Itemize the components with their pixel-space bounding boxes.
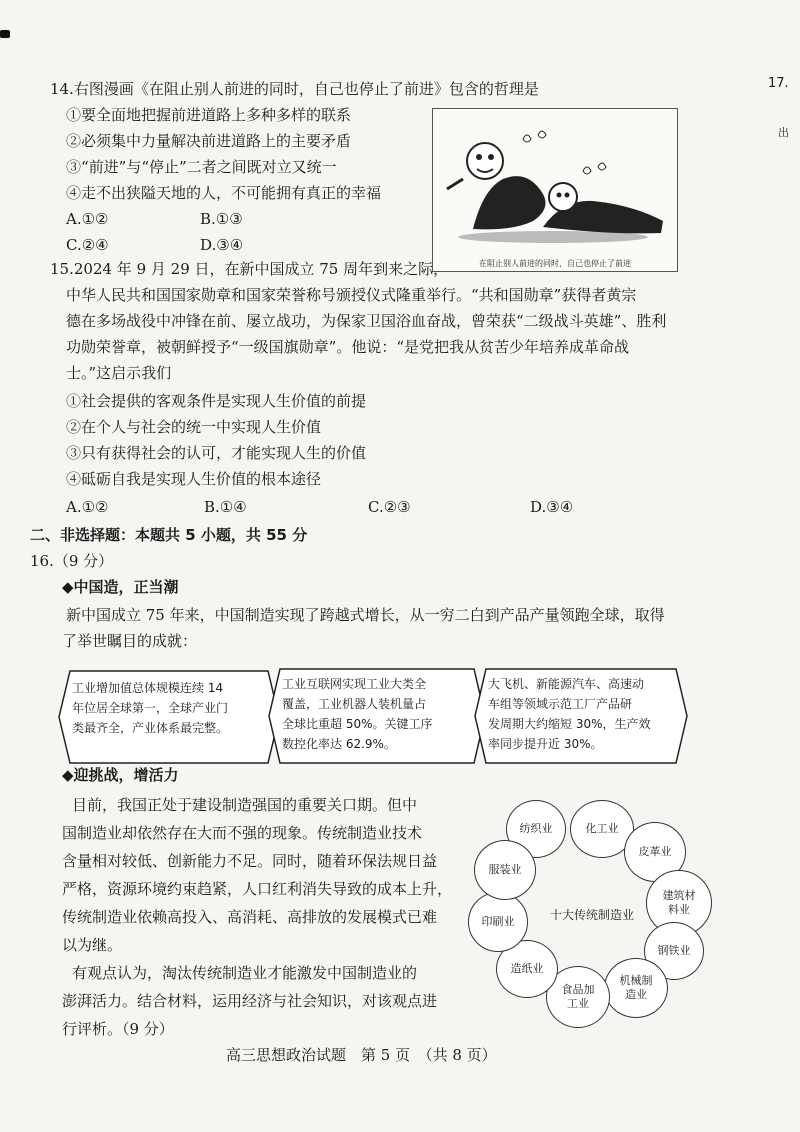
q15-line-3: 德在多场战役中冲锋在前、屡立战功，为保家卫国浴血奋战，曾荣获“二级战斗英雄”、胜利 [66,312,667,330]
bubble-building-materials: 建筑材 料业 [646,870,712,936]
q16-heading-2: ◆迎挑战，增活力 [62,766,179,784]
bubble-textile: 纺织业 [506,800,566,858]
hex-2-line-4: 数控化率达 62.9%。 [282,737,396,751]
hex-box-1 [58,670,280,764]
q14-option-c[interactable]: C.②④ [66,236,109,254]
q15-option-b[interactable]: B.①④ [204,498,247,516]
hex-3-line-3: 发周期大约缩短 30%，生产效 [488,717,651,731]
q14-stem: 14.右图漫画《在阻止别人前进的同时，自己也停止了前进》包含的哲理是 [50,80,539,98]
bubble-leather: 皮革业 [624,822,686,882]
q16-heading-1: ◆中国造，正当潮 [62,578,179,596]
q16-para-2-line-4: 严格，资源环境约束趋紧，人口红利消失导致的成本上升， [62,880,453,898]
q16-para-3-line-3: 行评析。（9 分） [62,1020,174,1038]
hex-2-line-3: 全球比重超 50%。关键工序 [282,717,433,731]
q15-option-c[interactable]: C.②③ [368,498,411,516]
q14-item-2: ②必须集中力量解决前进道路上的主要矛盾 [66,132,352,150]
q15-item-3: ③只有获得社会的认可，才能实现人生的价值 [66,444,367,462]
q16-para-1-line-1: 新中国成立 75 年来，中国制造实现了跨越式增长，从一穷二白到产品产量领跑全球，取得 [66,606,665,624]
cartoon-caption: 在阻止别人前进的同时，自己也停止了前进 [479,259,631,268]
hex-3-line-2: 车组等领域示范工厂产品研 [488,697,633,711]
cartoon-drawing-icon [433,109,677,254]
q15-option-a[interactable]: A.①② [66,498,109,516]
next-question-number: 17. [768,76,789,91]
section-title: 二、非选择题：本题共 5 小题，共 55 分 [30,526,308,544]
q16-para-1-line-2: 了举世瞩目的成就： [62,632,198,650]
q14-item-4: ④走不出狭隘天地的人，不可能拥有真正的幸福 [66,184,382,202]
q14-option-a[interactable]: A.①② [66,210,109,228]
q14-item-1: ①要全面地把握前进道路上多种多样的联系 [66,106,352,124]
bubble-clothing: 服装业 [474,840,536,900]
traditional-industries-diagram [466,796,716,1032]
hex-1-line-3: 类最齐全，产业体系最完整。 [72,721,229,735]
q16-para-3-line-1: 有观点认为，淘汰传统制造业才能激发中国制造业的 [72,964,418,982]
q16-para-2-line-6: 以为继。 [62,936,123,954]
bubble-food-processing: 食品加 工业 [546,966,610,1028]
q15-item-4: ④砥砺自我是实现人生价值的根本途径 [66,470,322,488]
bubble-paper: 造纸业 [496,940,558,998]
q14-option-b[interactable]: B.①③ [200,210,243,228]
q14-item-3: ③“前进”与“停止”二者之间既对立又统一 [66,158,337,176]
q16-number: 16.（9 分） [30,552,114,570]
q15-item-1: ①社会提供的客观条件是实现人生价值的前提 [66,392,367,410]
page-footer: 高三思想政治试题 第 5 页 （共 8 页） [226,1046,497,1064]
diagram-center-label: 十大传统制造业 [550,908,635,922]
hex-1-line-2: 年位居全球第一，全球产业门 [72,701,229,715]
q16-para-2-line-2: 国制造业却依然存在大而不强的现象。传统制造业技术 [62,824,423,842]
hex-3-line-1: 大飞机、新能源汽车、高速动 [488,677,645,691]
bubble-chemical: 化工业 [570,800,634,858]
hex-box-2 [268,668,486,764]
scan-mark [0,30,10,38]
q16-para-3-line-2: 澎湃活力。结合材料，运用经济与社会知识，对该观点进 [62,992,438,1010]
bubble-printing: 印刷业 [468,892,528,952]
q16-para-2-line-3: 含量相对较低、创新能力不足。同时，随着环保法规日益 [62,852,438,870]
hex-box-3 [474,668,688,764]
q15-line-5: 士。”这启示我们 [66,364,172,382]
q15-item-2: ②在个人与社会的统一中实现人生价值 [66,418,322,436]
q14-option-d[interactable]: D.③④ [200,236,244,254]
hex-2-line-2: 覆盖，工业机器人装机量占 [282,697,427,711]
q15-line-2: 中华人民共和国国家勋章和国家荣誉称号颁授仪式隆重举行。“共和国勋章”获得者黄宗 [66,286,637,304]
q16-para-2-line-1: 目前，我国正处于建设制造强国的重要关口期。但中 [72,796,418,814]
bubble-steel: 钢铁业 [644,922,704,980]
hex-3-line-4: 率同步提升近 30%。 [488,737,603,751]
cartoon-image [432,108,678,272]
q15-option-d[interactable]: D.③④ [530,498,574,516]
edge-text: 出 [778,126,789,139]
q16-para-2-line-5: 传统制造业依赖高投入、高消耗、高排放的发展模式已难 [62,908,438,926]
q15-line-4: 功勋荣誉章，被朝鲜授予“一级国旗勋章”。他说：“是党把我从贫苦少年培养成革命战 [66,338,630,356]
bubble-machinery: 机械制 造业 [604,958,668,1018]
hex-2-line-1: 工业互联网实现工业大类全 [282,677,427,691]
q15-line-1: 15.2024 年 9 月 29 日，在新中国成立 75 周年到来之际， [50,260,449,278]
hex-1-line-1: 工业增加值总体规模连续 14 [72,681,224,695]
